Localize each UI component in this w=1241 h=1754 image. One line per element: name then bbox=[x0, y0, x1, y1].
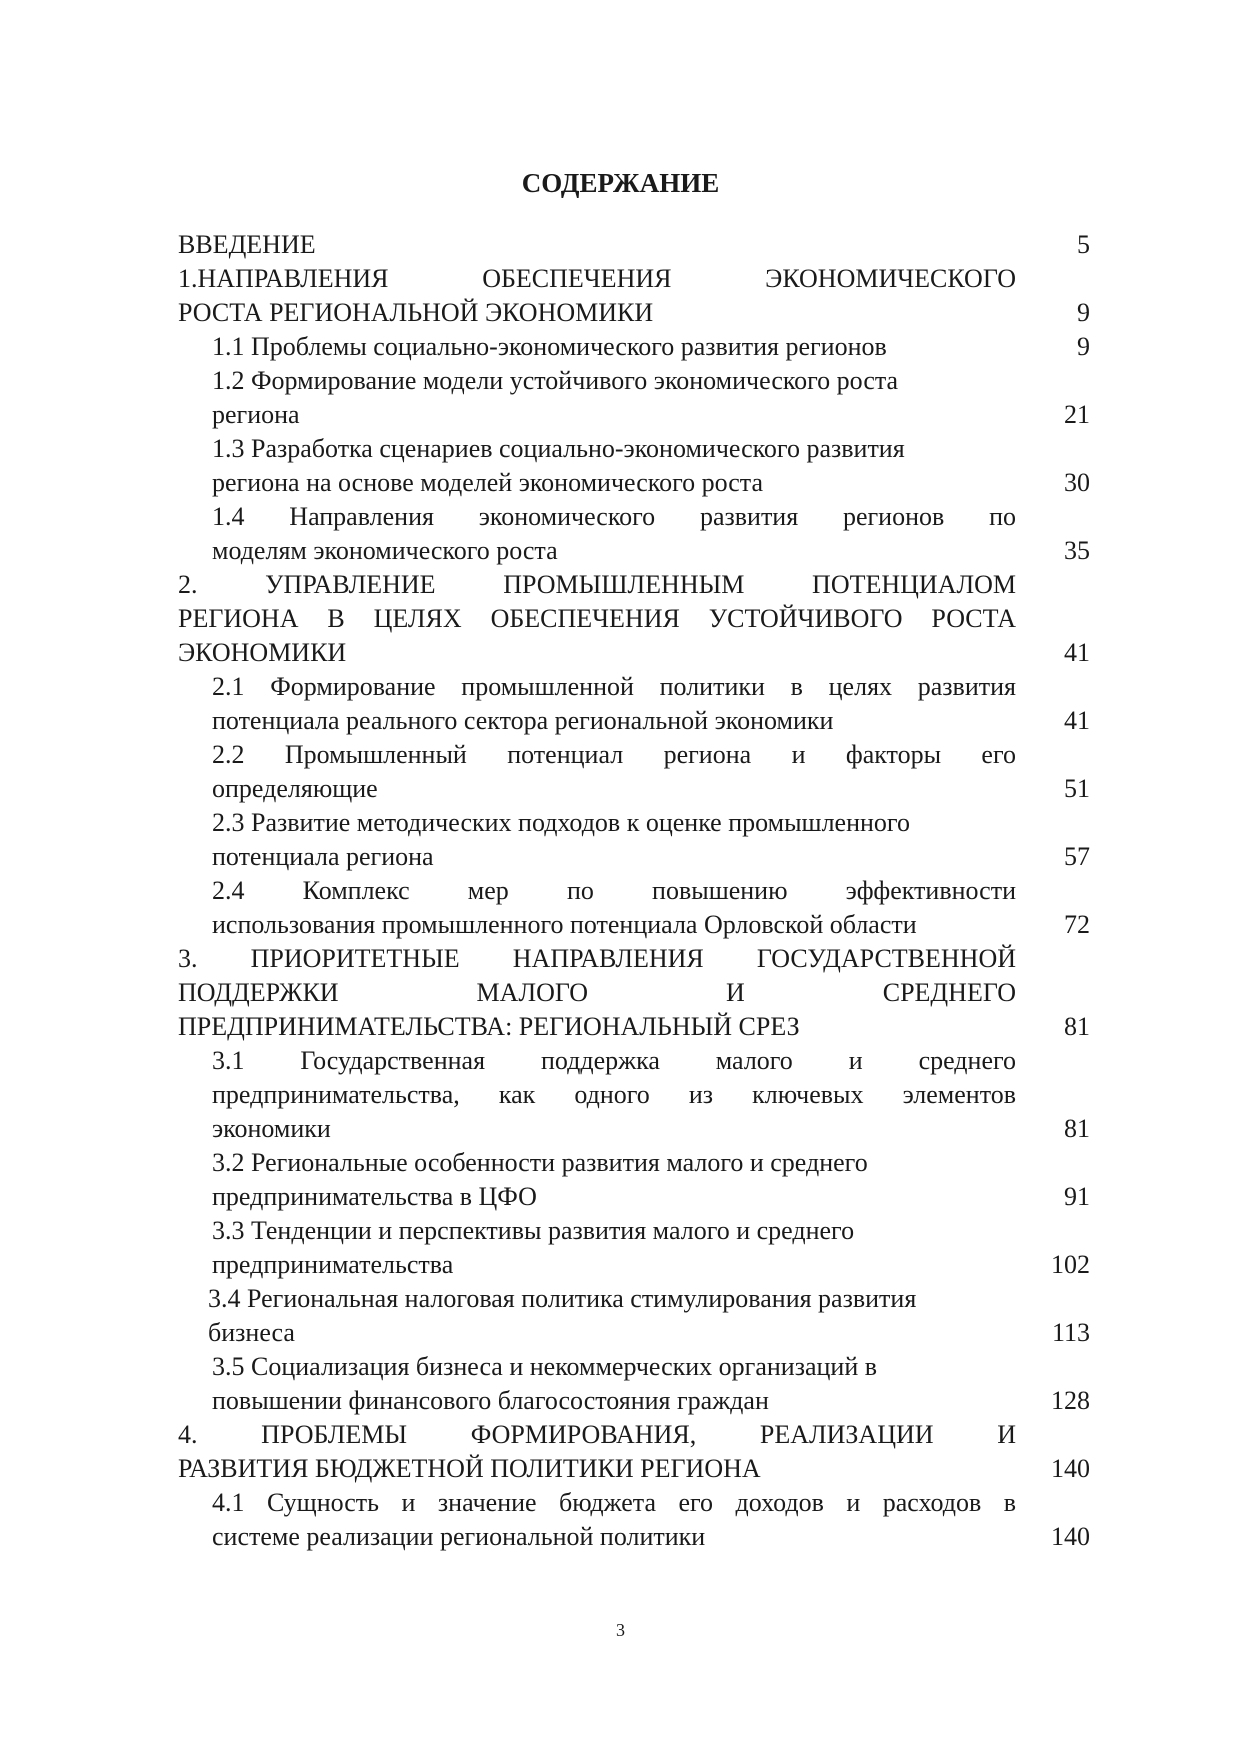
toc-entry-line: 2.3 Развитие методических подходов к оценке промышленного bbox=[212, 808, 910, 837]
toc-entry-line: 3.3 Тенденции и перспективы развития малого и среднего bbox=[212, 1216, 855, 1245]
toc-entry-line: потенциала реального сектора региональной экономики bbox=[212, 706, 834, 735]
toc-page-number: 81 bbox=[1064, 1012, 1090, 1041]
toc-entry-line: 3.1 Государственная поддержка малого и среднего bbox=[212, 1046, 1016, 1075]
toc-entry-line: 2.1 Формирование промышленной политики в целях развития bbox=[212, 672, 1016, 701]
toc-entry-line: региона bbox=[212, 400, 300, 429]
toc-page-number: 35 bbox=[1064, 536, 1090, 565]
toc-entry-line: 3. ПРИОРИТЕТНЫЕ НАПРАВЛЕНИЯ ГОСУДАРСТВЕННОЙ bbox=[178, 944, 1016, 973]
toc-entry-line: 4. ПРОБЛЕМЫ ФОРМИРОВАНИЯ, РЕАЛИЗАЦИИ И bbox=[178, 1420, 1016, 1449]
toc-page-number: 30 bbox=[1064, 468, 1090, 497]
toc-page-number: 51 bbox=[1064, 774, 1090, 803]
toc-page-number: 41 bbox=[1064, 638, 1090, 667]
toc-entry-line: потенциала региона bbox=[212, 842, 434, 871]
toc-entry-line: повышении финансового благосостояния граждан bbox=[212, 1386, 769, 1415]
toc-entry-line: предпринимательства bbox=[212, 1250, 454, 1279]
toc-entry-line: 2. УПРАВЛЕНИЕ ПРОМЫШЛЕННЫМ ПОТЕНЦИАЛОМ bbox=[178, 570, 1016, 599]
toc-entry-line: ПОДДЕРЖКИ МАЛОГО И СРЕДНЕГО bbox=[178, 978, 1016, 1007]
toc-entry-line: ЭКОНОМИКИ bbox=[178, 638, 347, 667]
toc-page-number: 91 bbox=[1064, 1182, 1090, 1211]
toc-entry-line: системе реализации региональной политики bbox=[212, 1522, 706, 1551]
toc-page-number: 140 bbox=[1051, 1454, 1090, 1483]
toc-entry-line: экономики bbox=[212, 1114, 331, 1143]
toc-page-number: 128 bbox=[1051, 1386, 1090, 1415]
toc-page-number: 72 bbox=[1064, 910, 1090, 939]
toc-page-number: 9 bbox=[1077, 332, 1090, 361]
toc-entry-line: 1.4 Направления экономического развития регионов по bbox=[212, 502, 1016, 531]
toc-entry-line: предпринимательства, как одного из ключевых элементов bbox=[212, 1080, 1016, 1109]
toc-entry-line: 3.4 Региональная налоговая политика стимулирования развития bbox=[208, 1284, 917, 1313]
page-number: 3 bbox=[616, 1620, 625, 1640]
toc-entry-line: использования промышленного потенциала Орловской области bbox=[212, 910, 917, 939]
toc-entry-line: РЕГИОНА В ЦЕЛЯХ ОБЕСПЕЧЕНИЯ УСТОЙЧИВОГО РОСТА bbox=[178, 604, 1016, 633]
toc-page-number: 102 bbox=[1051, 1250, 1090, 1279]
toc-page-number: 21 bbox=[1064, 400, 1090, 429]
toc-entry-line: РАЗВИТИЯ БЮДЖЕТНОЙ ПОЛИТИКИ РЕГИОНА bbox=[178, 1454, 761, 1483]
toc-page-number: 9 bbox=[1077, 298, 1090, 327]
toc-entry-line: 1.1 Проблемы социально-экономического развития регионов bbox=[212, 332, 887, 361]
toc-entry-line: 3.2 Региональные особенности развития малого и среднего bbox=[212, 1148, 868, 1177]
toc-entry-line: 1.3 Разработка сценариев социально-экономического развития bbox=[212, 434, 905, 463]
toc-page-number: 5 bbox=[1077, 230, 1090, 259]
toc-entry-line: 3.5 Социализация бизнеса и некоммерческих организаций в bbox=[212, 1352, 878, 1381]
toc-page-number: 81 bbox=[1064, 1114, 1090, 1143]
toc-entry-line: бизнеса bbox=[208, 1318, 295, 1347]
toc-entry-line: 2.4 Комплекс мер по повышению эффективности bbox=[212, 876, 1016, 905]
toc-page-number: 57 bbox=[1064, 842, 1090, 871]
toc-entry-line: моделям экономического роста bbox=[212, 536, 558, 565]
toc-entry-line: РОСТА РЕГИОНАЛЬНОЙ ЭКОНОМИКИ bbox=[178, 298, 654, 327]
toc-page-number: 140 bbox=[1051, 1522, 1090, 1551]
toc-entry-line: 4.1 Сущность и значение бюджета его доходов и расходов в bbox=[212, 1488, 1016, 1517]
toc-entry-line: 1.2 Формирование модели устойчивого экономического роста bbox=[212, 366, 899, 395]
toc-page-number: 41 bbox=[1064, 706, 1090, 735]
toc-page-number: 113 bbox=[1051, 1318, 1090, 1347]
page-title: СОДЕРЖАНИЕ bbox=[521, 168, 720, 198]
toc-entry-line: определяющие bbox=[212, 774, 378, 803]
toc-entry-line: ВВЕДЕНИЕ bbox=[178, 230, 316, 259]
toc-entry-line: 2.2 Промышленный потенциал региона и факторы его bbox=[212, 740, 1016, 769]
toc-entry-line: ПРЕДПРИНИМАТЕЛЬСТВА: РЕГИОНАЛЬНЫЙ СРЕЗ bbox=[178, 1012, 800, 1041]
toc-entry-line: предпринимательства в ЦФО bbox=[212, 1182, 537, 1211]
toc-entry-line: 1.НАПРАВЛЕНИЯ ОБЕСПЕЧЕНИЯ ЭКОНОМИЧЕСКОГО bbox=[178, 264, 1016, 293]
toc-entry-line: региона на основе моделей экономического роста bbox=[212, 468, 763, 497]
